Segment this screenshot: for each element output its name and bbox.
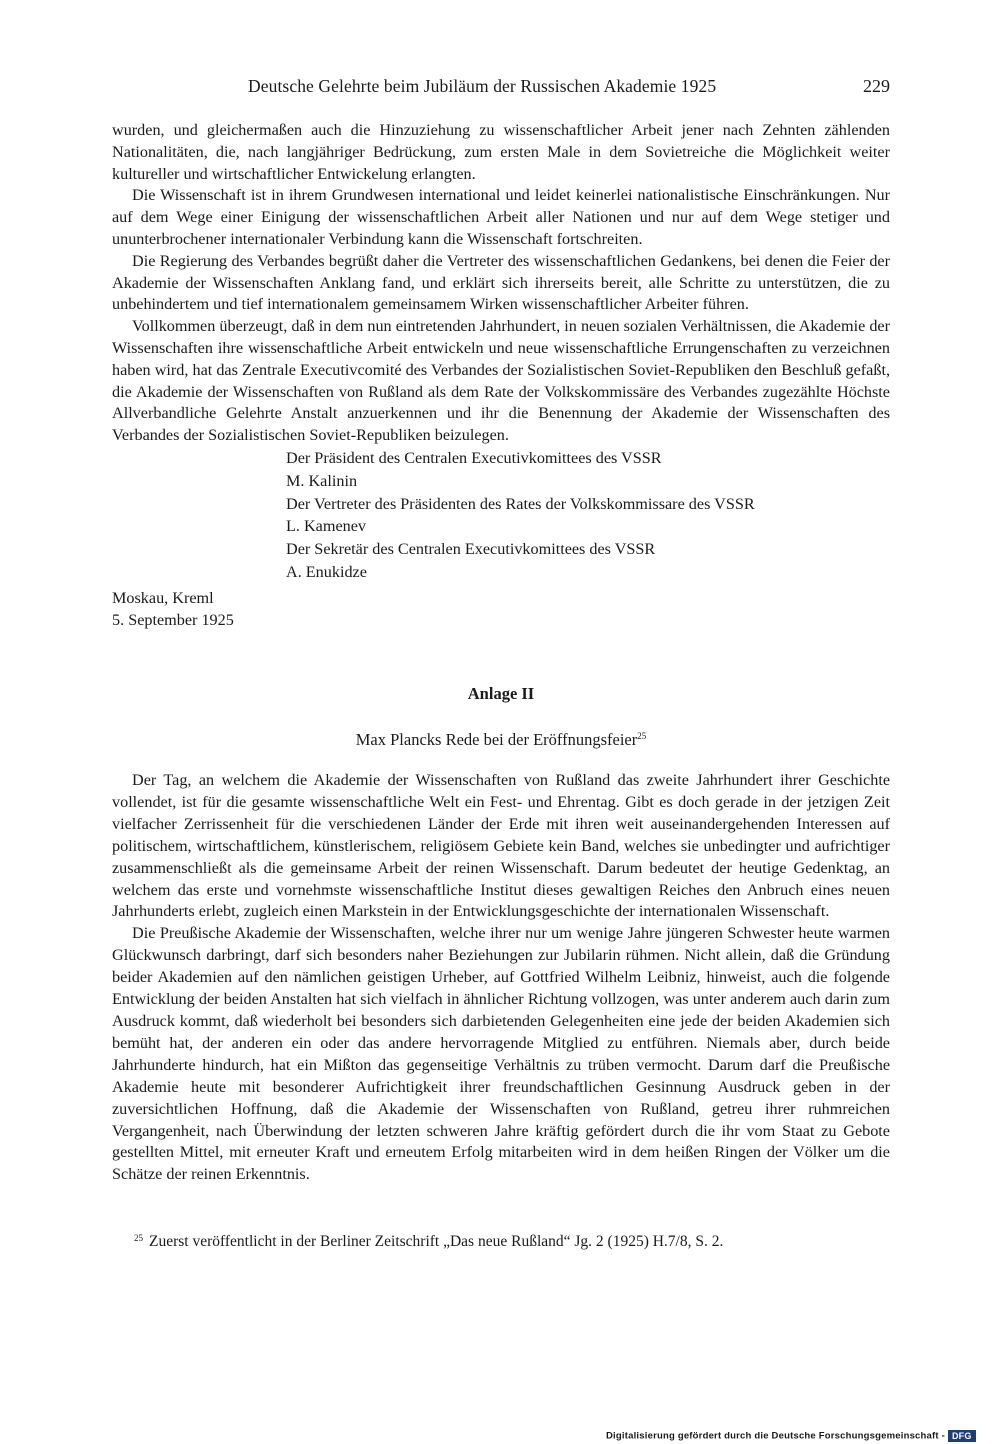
page-number: 229 xyxy=(863,76,890,96)
signature-block xyxy=(112,447,890,584)
footnote-reference[interactable]: 25 xyxy=(637,731,647,741)
speech-text xyxy=(112,770,890,1186)
appendix-title: Anlage II xyxy=(467,684,535,703)
speech-title xyxy=(112,730,890,750)
decree-paragraph: Die Regierung des Verbandes begrüßt daher die Vertreter des wissenschaftlichen Gedankens, bei denen die Feier der Akademie der Wissenschaften Anklang fand, und erklärt sich ihrerseits bereit, alle Schritte zu unterstützen, die zu unbehindertem und tief internationalem gemeinsamem Wirken wissenschaftlicher Arbeiter führen. xyxy=(112,251,890,314)
decree-paragraph: Vollkommen überzeugt, daß in dem nun eintretenden Jahrhundert, in neuen sozialen Verhältnissen, die Akademie der Wissenschaften ihre wissenschaftliche Arbeit entwickeln und neue wissenschaftliche Errungenschaften zu verzeichnen haben wird, hat das Zentrale Executivcomité des Verbandes der Sozialistischen Soviet-Republiken den Beschluß gefaßt, die Akademie der Wissenschaften von Rußland als dem Rate der Volkskommissäre des Verbandes zugezählte Höchste Allverbandliche Gelehrte Anstalt anzuerkennen und ihr die Benennung der Akademie der Wissenschaften des Verbandes der Sozialistischen Soviet-Republiken beizulegen. xyxy=(112,317,890,445)
speech-paragraph: Der Tag, an welchem die Akademie der Wissenschaften von Rußland das zweite Jahrhundert ihrer Geschichte vollendet, ist für die gesamte wissenschaftliche Welt ein Fest- und Ehrentag. Gibt es doch gerade in der jetzigen Zeit vielfacher Zerrissenheit für die verschiedenen Länder der Erde mit ihren weit auseinandergehenden Interessen auf politischem, wirtschaftlichem, künstlerischem, religiösem Gebiete kein Band, welches sie unbedingter und aufrichtiger zusammenschließt als die gemeinsame Arbeit der reinen Wissenschaft. Darum bedeutet der heutige Gedenktag, an welchem das erste und vornehmste wissenschaftliche Institut dieses gewaltigen Reiches den Anbruch eines neuen Jahrhunderts erlebt, zugleich einen Markstein in der Entwicklungsgeschichte der internationalen Wissenschaft. xyxy=(112,771,890,921)
decree-place: Moskau, Kreml xyxy=(112,588,214,607)
decree-paragraph: wurden, und gleichermaßen auch die Hinzuziehung zu wissenschaftlicher Arbeit jener nach Zehnten zählenden Nationalitäten, die, nach langjähriger Bedrückung, zum ersten Male in dem Sovietreiche die Möglichkeit weiter kultureller und wirtschaftlicher Entwickelung erlangten. xyxy=(112,121,890,183)
signatory-title: Der Präsident des Centralen Executivkomittees des VSSR xyxy=(286,448,662,467)
page-header xyxy=(112,76,890,100)
signatory-title: Der Sekretär des Centralen Executivkomittees des VSSR xyxy=(286,540,656,559)
funding-text: Digitalisierung gefördert durch die Deutsche Forschungsgemeinschaft - xyxy=(606,1430,945,1442)
decree-text xyxy=(112,120,890,631)
decree-date: 5. September 1925 xyxy=(112,610,234,629)
signatory-title: Der Vertreter des Präsidenten des Rates der Volkskommissare des VSSR xyxy=(286,494,755,513)
decree-paragraph: Die Wissenschaft ist in ihrem Grundwesen international und leidet keinerlei nationalistische Einschränkungen. Nur auf dem Wege einer Einigung der wissenschaftlichen Arbeit aller Nationen und nur auf dem Wege stetiger und ununterbrochener internationaler Verbindung kann die Wissenschaft fortschreiten. xyxy=(112,186,890,248)
speech-title-text: Max Plancks Rede bei der Eröffnungsfeier xyxy=(355,730,638,749)
funding-notice xyxy=(606,1430,976,1444)
footnote-text: Zuerst veröffentlicht in der Berliner Zeitschrift „Das neue Rußland“ Jg. 2 (1925) H.7/8, S. 2. xyxy=(149,1233,724,1250)
footnote-number: 25 xyxy=(134,1233,143,1243)
footnote xyxy=(134,1233,894,1251)
place-date xyxy=(112,588,890,632)
signatory-name: A. Enukidze xyxy=(286,562,367,581)
dfg-logo[interactable]: DFG xyxy=(948,1430,976,1442)
signatory-name: M. Kalinin xyxy=(286,471,358,490)
signatory-name: L. Kamenev xyxy=(286,517,367,536)
speech-paragraph: Die Preußische Akademie der Wissenschaften, welche ihrer nur um wenige Jahre jüngeren Schwester heute warmen Glückwunsch darbringt, darf sich besonders naher Beziehungen zur Jubilarin rühmen. Nicht allein, daß die Gründung beider Akademien auf den nämlichen geistigen Urheber, auf Gottfried Wilhelm Leibniz, hinweist, auch die folgende Entwicklung der beiden Anstalten hat sich vielfach in ähnlicher Richtung vollzogen, was unter anderem auch darin zum Ausdruck kommt, daß wiederholt bei besonders sich darbietenden Gelegenheiten eine jede der beiden Akademien sich bemüht hat, der anderen ein oder das andere hervorragende Mitglied zu entführen. Niemals aber, durch beide Jahrhunderte hindurch, hat ein Mißton das gegenseitige Verhältnis zu trüben vermocht. Darum darf die Preußische Akademie heute mit besonderer Aufrichtigkeit ihrer freundschaftlichen Gesinnung Ausdruck geben in der zuversichtlichen Hoffnung, daß die Akademie der Wissenschaften von Rußland, getreu ihrer ruhmreichen Vergangenheit, nach Überwindung der letzten schweren Jahre kräftig gefördert durch die ihr vom Staat zu Gebote gestellten Mittel, mit erneuter Kraft und erneutem Erfolg mitarbeiten wird in dem heißen Ringen der Völker um die Schätze der reinen Erkenntnis. xyxy=(112,924,890,1184)
running-title: Deutsche Gelehrte beim Jubiläum der Russischen Akademie 1925 xyxy=(248,76,717,96)
